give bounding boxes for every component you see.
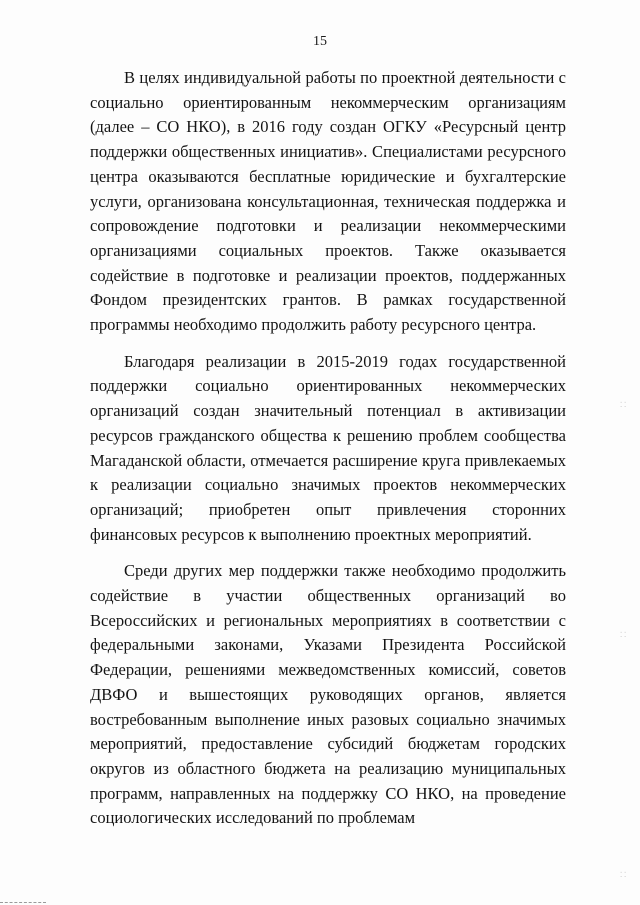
page-number: 15	[313, 34, 327, 49]
scan-speck: ⁚ ⁚	[620, 871, 627, 879]
paragraph-resource-center: В целях индивидуальной работы по проектной деятельности с социально ориентированным некоммерческим организациям (далее – СО НКО), в 2016 году создан ОГКУ «Ресурсный центр поддержки общественных инициатив». Специалистами ресурсного центра оказываются бесплатные юридические и бухгалтерские услуги, организована консультационная, техническая поддержка и сопровождение подготовки и реализации некоммерческими организациями социальных проектов. Также оказывается содействие в подготовке и реализации проектов, поддержанных Фондом президентских грантов. В рамках государственной программы необходимо продолжить работу ресурсного центра.	[90, 68, 566, 335]
scan-speck: ⁚ ⁚	[620, 631, 627, 639]
scan-speck: ⁚ ⁚	[620, 401, 627, 409]
paragraph-state-support-results: Благодаря реализации в 2015-2019 годах государственной поддержки социально ориентированных некоммерческих организаций создан значительный потенциал в активизации ресурсов гражданского общества к решению проблем сообщества Магаданской области, отмечается расширение круга привлекаемых к реализации социально значимых проектов некоммерческих организаций; приобретен опыт привлечения сторонних финансовых ресурсов к выполнению проектных мероприятий.	[90, 351, 566, 544]
paragraph-other-support-measures: Среди других мер поддержки также необходимо продолжить содействие в участии общественных организаций во Всероссийских и региональных мероприятиях в соответствии с федеральными законами, Указами Президента Российской Федерации, решениями межведомственных комиссий, советов ДВФО и вышестоящих руководящих органов, является востребованным выполнение иных разовых социально значимых мероприятий, предоставление субсидий бюджетам городских округов из областного бюджета на реализацию муниципальных программ, направленных на поддержку СО НКО, на проведение социологических исследований по проблемам	[90, 561, 566, 828]
document-body	[90, 66, 566, 843]
